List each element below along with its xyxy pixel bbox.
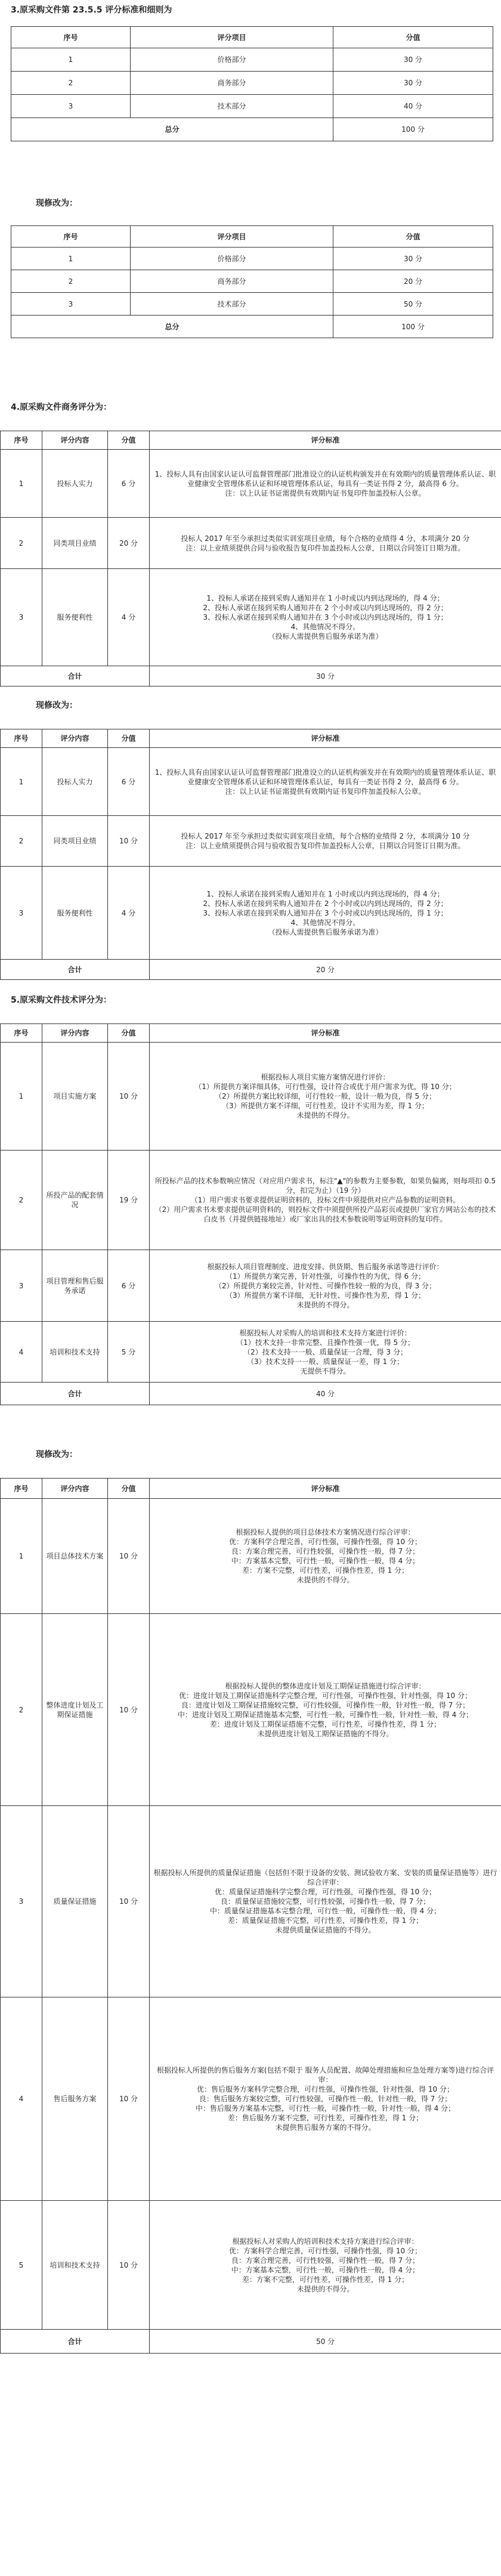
section-3-title: 3.原采购文件第 23.5.5 评分标准和细则为 — [11, 5, 172, 15]
header-score: 分值 — [108, 1024, 150, 1043]
row-criteria: 投标人 2017 年至今承担过类似实训室项目业绩，每个合格的业绩得 4 分，本项满分 20 分 注：以上业绩须提供合同与验收报告复印件加盖投标人公章，日期以合同签订日期为准。 — [150, 518, 501, 569]
row-no: 4 — [1, 1997, 42, 2201]
row-criteria: 根据投标人对采购人的培训和技术支持方案进行评价： （1）技术支持一非常完整、且操作性强一优，得 5 分； （2）技术支持一一般、质量保证一合理，得 3 分； （3）技术支持一一般、质量保证一差，得 1 分； 无提供不得分。 — [150, 1322, 501, 1383]
row-item: 培训和技术支持 — [42, 2201, 108, 2330]
total-value: 30 分 — [150, 666, 501, 686]
row-criteria: 1、投标人具有由国家认证认可监督管理部门批准设立的认证机构颁发并在有效期内的质量管理体系认证、职业健康安全管理体系认证和环境管理体系认证，每具有一类证书得 2 分，最高得 6 分。 注：以上认证书证需提供有效期内证书复印件加盖投标人公章。 — [150, 748, 501, 816]
row-no: 2 — [1, 518, 42, 569]
row-item: 售后服务方案 — [42, 1997, 108, 2201]
row-criteria: 根据投标人所提供的售后服务方案(包括不限于 服务人员配置、故障处理措施和应急处理方案等)进行综合评审： 优：售后服务方案科学完整合理，可行性强，可操作性强，针对性强，得 10 分； 良：售后服务方案较完整，可行性较强，可操作性一般，针对性一般，得 7 分； 中：售后服务方案基本完整，可行性一般，可操作性一般，针对性一般，得 4 分； 差：售后服务方案不完整，可行性差，可操作性差，得 1 分； 未提供售后服务方案的不得分。 — [150, 1997, 501, 2201]
row-item: 商务部分 — [131, 72, 333, 95]
row-score: 10 分 — [108, 1614, 150, 1806]
row-no: 2 — [1, 816, 42, 867]
row-no: 3 — [1, 867, 42, 960]
row-item: 投标人实力 — [42, 450, 108, 518]
total-value: 20 分 — [150, 960, 501, 980]
row-no: 1 — [1, 1499, 42, 1614]
row-no: 5 — [1, 2201, 42, 2330]
row-criteria: 1、投标人承诺在接到采购人通知并在 1 小时或以内到达现场的，得 4 分； 2、投标人承诺在接到采购人通知并在 2 个小时或以内到达现场的，得 2 分； 3、投标人承诺在接到采购人通知并在 3 个小时或以内到达现场的，得 1 分； 4、其他情况不得分。 （投标人需提供售后服务承诺为准） — [150, 867, 501, 960]
row-criteria: 投标人 2017 年至今承担过类似实训室项目业绩，每个合格的业绩得 2 分，本项满分 10 分 注：以上业绩须提供合同与验收报告复印件加盖投标人公章，日期以合同签订日期为准。 — [150, 816, 501, 867]
header-no: 序号 — [1, 431, 42, 450]
section-3-revised-table — [11, 225, 493, 338]
row-criteria: 根据投标人项目管理制度、进度安排、供货期、售后服务承诺等进行评价： （1）所提供方案完善，针对性强，可操作性的为优，得 6 分； （2）所提供方案较完善，针对性、可操作性较一般的为良，得 3 分； （3）所提供方案不详细，无针对性、可操作性为差，得 1 分； 未提供的不得分。 — [150, 1250, 501, 1322]
row-score: 4 分 — [108, 569, 150, 666]
row-score: 6 分 — [108, 450, 150, 518]
row-no: 1 — [1, 748, 42, 816]
row-item: 同类项目业绩 — [42, 816, 108, 867]
header-criteria: 评分标准 — [150, 431, 501, 450]
row-no: 1 — [11, 248, 131, 270]
row-item: 价格部分 — [131, 48, 333, 72]
total-label: 合计 — [1, 1383, 150, 1405]
section-4-changed-label: 现修改为： — [36, 701, 78, 710]
header-criteria: 评分标准 — [150, 1479, 501, 1499]
row-item: 技术部分 — [131, 95, 333, 118]
row-item: 投标人实力 — [42, 748, 108, 816]
row-score: 10 分 — [108, 1043, 150, 1151]
header-item: 评分内容 — [42, 431, 108, 450]
row-item: 项目总体技术方案 — [42, 1499, 108, 1614]
header-no: 序号 — [1, 729, 42, 748]
row-item: 所投产品的配套情况 — [42, 1151, 108, 1250]
row-score: 6 分 — [108, 1250, 150, 1322]
row-score: 10 分 — [108, 816, 150, 867]
section-5-original-table — [0, 1023, 501, 1405]
section-4-revised-table — [0, 729, 501, 980]
total-label: 合计 — [1, 666, 150, 686]
total-label: 总分 — [11, 118, 333, 141]
row-criteria: 根据投标人项目实施方案情况进行评价： （1）所提供方案详细具体，可行性强，设计符合或优于用户需求为优，得 10 分； （2）所提供方案比较详细，可行性较一般，设计一般为良，得 5 分； （3）所提供方案不详细，可行性差，设计不实用为差，得 1 分； 未提供的不得分。 — [150, 1043, 501, 1151]
row-score: 20 分 — [333, 270, 493, 293]
row-no: 1 — [11, 48, 131, 72]
row-no: 2 — [11, 270, 131, 293]
row-criteria: 1、投标人承诺在接到采购人通知并在 1 小时或以内到达现场的，得 4 分； 2、投标人承诺在接到采购人通知并在 2 个小时或以内到达现场的，得 2 分； 3、投标人承诺在接到采购人通知并在 3 个小时或以内到达现场的，得 1 分； 4、其他情况不得分。 （投标人需提供售后服务承诺为准） — [150, 569, 501, 666]
row-no: 1 — [1, 1043, 42, 1151]
row-item: 整体进度计划及工期保证措施 — [42, 1614, 108, 1806]
section-4-title: 4.原采购文件商务评分为： — [11, 403, 112, 412]
row-item: 项目管理和售后服务承诺 — [42, 1250, 108, 1322]
total-value: 100 分 — [333, 118, 493, 141]
row-score: 6 分 — [108, 748, 150, 816]
row-score: 10 分 — [108, 1997, 150, 2201]
section-5-revised-table — [0, 1478, 501, 2354]
header-no: 序号 — [11, 226, 131, 248]
header-no: 序号 — [11, 27, 131, 48]
row-score: 10 分 — [108, 2201, 150, 2330]
row-no: 3 — [1, 1806, 42, 1997]
row-item: 技术部分 — [131, 293, 333, 316]
section-3-changed-label: 现修改为： — [36, 199, 78, 208]
row-no: 3 — [1, 1250, 42, 1322]
total-value: 50 分 — [150, 2330, 501, 2354]
header-score: 分值 — [108, 1479, 150, 1499]
row-no: 3 — [11, 95, 131, 118]
row-criteria: 根据投标人对采购人的培训和技术支持方案进行综合评审： 优：方案科学合理完善，可行性强，可操作性强，得 10 分； 良：方案合理完善，可行性较强，可操作性一般，得 7 分； 中：方案基本完整，可行性一般，可操作性一般，得 4 分； 差：方案不完整，可行性差，可操作性差，得 1 分； 未提供的不得分。 — [150, 2201, 501, 2330]
row-item: 同类项目业绩 — [42, 518, 108, 569]
row-score: 50 分 — [333, 293, 493, 316]
total-value: 40 分 — [150, 1383, 501, 1405]
header-no: 序号 — [1, 1024, 42, 1043]
header-item: 评分项目 — [131, 226, 333, 248]
header-item: 评分项目 — [131, 27, 333, 48]
section-3-original-table — [11, 26, 493, 141]
row-criteria: 根据投标人所提供的质量保证措施（包括但不限于设备的安装、测试验收方案、安装的质量保证措施等）进行综合评审： 优：质量保证措施科学完整合理，可行性强，可操作性强，得 10 分； 良：质量保证措施较完整，可行性较强，可操作性一般，得 7 分； 中：质量保证措施基本完整合理，可行性一般，可操作性一般，得 4 分； 差：质量保证措施不完整，可行性差，可操作性差，得 1 分； 未提供质量保证措施的不得分。 — [150, 1806, 501, 1997]
header-score: 分值 — [333, 27, 493, 48]
row-score: 20 分 — [108, 518, 150, 569]
row-score: 30 分 — [333, 48, 493, 72]
header-score: 分值 — [108, 729, 150, 748]
header-score: 分值 — [108, 431, 150, 450]
row-no: 3 — [11, 293, 131, 316]
row-item: 服务便利性 — [42, 867, 108, 960]
row-score: 10 分 — [108, 1499, 150, 1614]
header-score: 分值 — [333, 226, 493, 248]
section-4-original-table — [0, 431, 501, 686]
row-score: 5 分 — [108, 1322, 150, 1383]
row-item: 服务便利性 — [42, 569, 108, 666]
section-5-title: 5.原采购文件技术评分为： — [11, 995, 112, 1005]
row-score: 30 分 — [333, 248, 493, 270]
header-criteria: 评分标准 — [150, 729, 501, 748]
row-score: 30 分 — [333, 72, 493, 95]
row-score: 10 分 — [108, 1806, 150, 1997]
header-item: 评分内容 — [42, 1024, 108, 1043]
total-value: 100 分 — [333, 316, 493, 338]
row-criteria: 根据投标人提供的整体进度计划及工期保证措施进行综合评审： 优：进度计划及工期保证措施科学完整合理，可行性强，可操作性强，针对性强，得 10 分； 良：进度计划及工期保证措施较完整，可行性较强，可操作性一般，针对性一般，得 7 分； 中：进度计划及工期保证措施基本完整，可行性一般，可操作性一般，针对性一般，得 4 分； 差：进度计划及工期保证措施不完整，可行性差，可操作性差，得 1 分； 未提供进度计划及工期保证措施的不得分。 — [150, 1614, 501, 1806]
section-5-changed-label: 现修改为： — [36, 1450, 78, 1459]
row-no: 3 — [1, 569, 42, 666]
row-score: 4 分 — [108, 867, 150, 960]
row-criteria: 根据投标人提供的项目总体技术方案情况进行综合评审： 优：方案科学合理完善，可行性强，可操作性强，得 10 分； 良：方案合理完善，可行性较强，可操作性一般，得 7 分； 中：方案基本完整，可行性一般，可操作性一般，得 4 分； 差：方案不完整，可行性差，可操作性差，得 1 分； 未提供的不得分。 — [150, 1499, 501, 1614]
total-label: 合计 — [1, 2330, 150, 2354]
row-item: 商务部分 — [131, 270, 333, 293]
row-item: 项目实施方案 — [42, 1043, 108, 1151]
total-label: 总分 — [11, 316, 333, 338]
row-criteria: 所投标产品的技术参数响应情况（对应用户需求书，标注"▲"的参数为主要参数，如果负偏离，则每项扣 0.5 分，扣完为止）（19 分） （1）用户需求书要求提供证明资料的，投标文件中须提供对应产品参数的证明资料。 （2）用户需求书未要求提供证明资料的，则投标文件中须提供所投产品彩页或提供厂家官方网站公布的技术白皮书（并提供链接地址）或厂家出具的技术参数说明等证明资料的复印件。 — [150, 1151, 501, 1250]
row-score: 40 分 — [333, 95, 493, 118]
row-no: 2 — [11, 72, 131, 95]
header-criteria: 评分标准 — [150, 1024, 501, 1043]
row-item: 价格部分 — [131, 248, 333, 270]
row-criteria: 1、投标人具有由国家认证认可监督管理部门批准设立的认证机构颁发并在有效期内的质量管理体系认证、职业健康安全管理体系认证和环境管理体系认证，每具有一类证书得 2 分，最高得 6 分。 注：以上认证书证需提供有效期内证书复印件加盖投标人公章。 — [150, 450, 501, 518]
row-no: 2 — [1, 1614, 42, 1806]
header-item: 评分内容 — [42, 729, 108, 748]
row-score: 19 分 — [108, 1151, 150, 1250]
row-no: 1 — [1, 450, 42, 518]
header-item: 评分内容 — [42, 1479, 108, 1499]
row-item: 质量保证措施 — [42, 1806, 108, 1997]
row-no: 4 — [1, 1322, 42, 1383]
row-no: 2 — [1, 1151, 42, 1250]
header-no: 序号 — [1, 1479, 42, 1499]
total-label: 合计 — [1, 960, 150, 980]
row-item: 培训和技术支持 — [42, 1322, 108, 1383]
